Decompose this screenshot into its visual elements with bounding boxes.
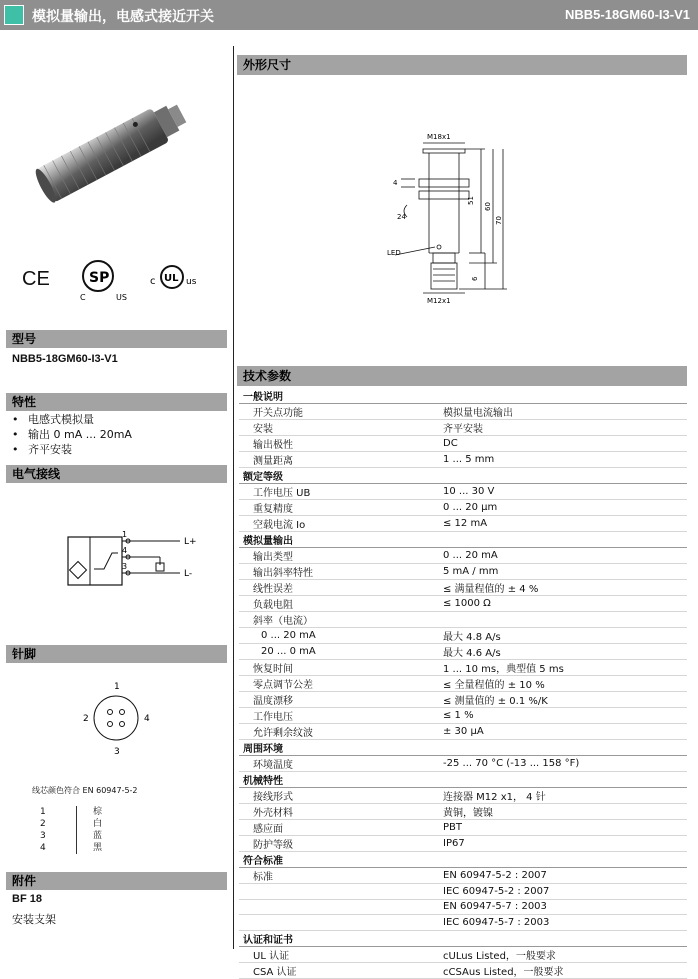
pin-color-table	[40, 806, 102, 854]
spec-group-title: 符合标准	[239, 852, 687, 868]
spec-key: 线性误差	[239, 580, 437, 596]
spec-row	[239, 962, 687, 978]
spec-value: 0 ... 20 mA	[437, 548, 687, 564]
wiring-diagram	[60, 525, 210, 595]
spec-group-title: 周围环境	[239, 740, 687, 756]
feature-item: • 输出 0 mA ... 20mA	[12, 427, 132, 442]
spec-row	[239, 692, 687, 708]
pin-color: 棕	[93, 807, 103, 817]
spec-row	[239, 836, 687, 852]
spec-key: 斜率（电流）	[239, 612, 437, 628]
features-section-header: 特性	[6, 393, 227, 411]
spec-value: IEC 60947-5-7 : 2003	[437, 915, 687, 931]
spec-row	[239, 500, 687, 516]
spec-row	[239, 644, 687, 660]
spec-value: ± 30 µA	[437, 724, 687, 740]
spec-key: 工作电压 UB	[239, 484, 437, 500]
dim-led-label: LED	[387, 249, 401, 257]
spec-row	[239, 484, 687, 500]
spec-key	[239, 915, 437, 931]
spec-value: 模拟量电流输出	[437, 404, 687, 420]
spec-key: 0 ... 20 mA	[239, 628, 437, 644]
spec-row	[239, 516, 687, 532]
spec-group-row	[239, 468, 687, 484]
spec-key: 重复精度	[239, 500, 437, 516]
spec-row	[239, 788, 687, 804]
spec-key: 输出类型	[239, 548, 437, 564]
spec-group-row	[239, 388, 687, 404]
spec-group-title: 一般说明	[239, 388, 687, 404]
pin-number: 4	[40, 843, 46, 853]
spec-row	[239, 420, 687, 436]
spec-value: EN 60947-5-7 : 2003	[437, 899, 687, 915]
spec-value: cCSAus Listed，一般要求	[437, 962, 687, 978]
spec-value: 黄铜，镀镍	[437, 804, 687, 820]
spec-key: 20 ... 0 mA	[239, 644, 437, 660]
dim-m18-label: M18x1	[427, 133, 451, 141]
spec-key: 输出极性	[239, 436, 437, 452]
lplus-label: L+	[184, 537, 197, 547]
dimensions-section-header: 外形尺寸	[237, 55, 687, 75]
dim-label: 24	[397, 213, 406, 221]
pin-label: 3	[114, 747, 120, 757]
spec-key: 允许剩余纹波	[239, 724, 437, 740]
spec-group-row	[239, 852, 687, 868]
feature-item: • 齐平安装	[12, 442, 132, 457]
spec-value: cULus Listed，一般要求	[437, 946, 687, 962]
spec-value: IP67	[437, 836, 687, 852]
pin-color: 白	[93, 819, 103, 829]
ul-mark-icon	[150, 262, 206, 292]
accessory-name: BF 18	[12, 893, 42, 905]
tech-section-header: 技术参数	[237, 366, 687, 386]
spec-key: 环境温度	[239, 756, 437, 772]
pin-label: 2	[83, 714, 89, 724]
features-list	[12, 412, 132, 457]
spec-value: ≤ 1 %	[437, 708, 687, 724]
pin-label: 4	[144, 714, 150, 724]
spec-key	[239, 899, 437, 915]
spec-value: 连接器 M12 x1， 4 针	[437, 788, 687, 804]
pin-number: 2	[40, 819, 46, 829]
spec-row	[239, 612, 687, 628]
spec-value: -25 ... 70 °C (-13 ... 158 °F)	[437, 756, 687, 772]
model-value: NBB5-18GM60-I3-V1	[12, 353, 118, 365]
ul-mark-text: UL	[164, 273, 179, 284]
spec-key: 安装	[239, 420, 437, 436]
spec-row	[239, 548, 687, 564]
spec-row	[239, 628, 687, 644]
ul-us-label: us	[186, 277, 197, 287]
spec-key: UL 认证	[239, 946, 437, 962]
spec-key: 感应面	[239, 820, 437, 836]
spec-row	[239, 676, 687, 692]
lminus-label: L-	[184, 569, 193, 579]
spec-value: 最大 4.6 A/s	[437, 644, 687, 660]
spec-row	[239, 884, 687, 900]
spec-row	[239, 915, 687, 931]
spec-value: 最大 4.8 A/s	[437, 628, 687, 644]
spec-key: 标准	[239, 868, 437, 884]
pin-number: 1	[40, 807, 46, 817]
tech-spec-table	[239, 388, 687, 979]
spec-group-row	[239, 772, 687, 788]
spec-value: 5 mA / mm	[437, 564, 687, 580]
spec-value: PBT	[437, 820, 687, 836]
product-image	[25, 75, 205, 225]
color-note: 线芯颜色符合 EN 60947-5-2	[32, 786, 138, 795]
spec-key: 外壳材料	[239, 804, 437, 820]
spec-key: 防护等级	[239, 836, 437, 852]
spec-row	[239, 708, 687, 724]
dim-label: 4	[393, 179, 398, 187]
spec-row	[239, 868, 687, 884]
pin-color: 蓝	[93, 831, 103, 841]
spec-row	[239, 724, 687, 740]
accessory-desc: 安装支架	[12, 913, 56, 926]
wire-pin-label: 4	[122, 546, 128, 555]
spec-value: ≤ 满量程值的 ± 4 %	[437, 580, 687, 596]
title-bar	[0, 0, 698, 30]
column-divider	[233, 46, 234, 949]
dimension-drawing	[385, 125, 525, 315]
spec-value: 10 ... 30 V	[437, 484, 687, 500]
spec-value: 0 ... 20 µm	[437, 500, 687, 516]
spec-value	[437, 612, 687, 628]
spec-value: EN 60947-5-2 : 2007	[437, 868, 687, 884]
dim-label: 6	[471, 276, 479, 281]
spec-row	[239, 564, 687, 580]
spec-key: 零点调节公差	[239, 676, 437, 692]
spec-row	[239, 660, 687, 676]
spec-row	[239, 452, 687, 468]
pin-label: 1	[114, 682, 120, 692]
pinout-section-header: 针脚	[6, 645, 227, 663]
spec-key	[239, 884, 437, 900]
spec-row	[239, 899, 687, 915]
csa-c-label: C	[80, 293, 86, 302]
brand-square-icon	[4, 5, 24, 25]
spec-group-title: 机械特性	[239, 772, 687, 788]
spec-group-row	[239, 532, 687, 548]
spec-key: 输出斜率特性	[239, 564, 437, 580]
spec-value: 1 ... 5 mm	[437, 452, 687, 468]
spec-key: 接线形式	[239, 788, 437, 804]
spec-value: IEC 60947-5-2 : 2007	[437, 884, 687, 900]
spec-group-row	[239, 740, 687, 756]
spec-key: 工作电压	[239, 708, 437, 724]
spec-row	[239, 404, 687, 420]
spec-group-row	[239, 930, 687, 946]
spec-value: DC	[437, 436, 687, 452]
spec-key: 空载电流 Io	[239, 516, 437, 532]
spec-value: 齐平安装	[437, 420, 687, 436]
spec-value: ≤ 1000 Ω	[437, 596, 687, 612]
model-section-header: 型号	[6, 330, 227, 348]
spec-row	[239, 820, 687, 836]
feature-item: • 电感式模拟量	[12, 412, 132, 427]
spec-value: ≤ 12 mA	[437, 516, 687, 532]
csa-mark-icon	[80, 258, 130, 304]
dim-label: 60	[484, 202, 492, 211]
spec-key: 恢复时间	[239, 660, 437, 676]
spec-key: 负载电阻	[239, 596, 437, 612]
dim-m12-label: M12x1	[427, 297, 451, 305]
pin-number: 3	[40, 831, 46, 841]
spec-row	[239, 804, 687, 820]
spec-value: ≤ 全量程值的 ± 10 %	[437, 676, 687, 692]
wiring-section-header: 电气接线	[6, 465, 227, 483]
spec-key: 开关点功能	[239, 404, 437, 420]
spec-row	[239, 580, 687, 596]
spec-group-title: 认证和证书	[239, 930, 687, 946]
spec-row	[239, 436, 687, 452]
model-code: NBB5-18GM60-I3-V1	[565, 7, 690, 22]
csa-mark-text: SP	[89, 270, 110, 286]
spec-key: 测量距离	[239, 452, 437, 468]
spec-row	[239, 756, 687, 772]
dim-label: 70	[495, 216, 503, 225]
page-title: 模拟量输出，电感式接近开关	[32, 9, 214, 25]
ce-mark: CE	[22, 268, 50, 290]
ul-c-label: c	[150, 276, 156, 287]
spec-group-title: 额定等级	[239, 468, 687, 484]
spec-value: 1 ... 10 ms，典型值 5 ms	[437, 660, 687, 676]
accessories-section-header: 附件	[6, 872, 227, 890]
spec-group-title: 模拟量输出	[239, 532, 687, 548]
spec-value: ≤ 测量值的 ± 0.1 %/K	[437, 692, 687, 708]
spec-key: CSA 认证	[239, 962, 437, 978]
spec-row	[239, 596, 687, 612]
wire-pin-label: 3	[122, 562, 128, 571]
pinout-diagram	[80, 680, 160, 760]
csa-us-label: US	[116, 293, 127, 302]
spec-key: 温度漂移	[239, 692, 437, 708]
pin-color: 黑	[93, 843, 103, 853]
dim-label: 51	[467, 196, 475, 205]
wire-pin-label: 1	[122, 530, 128, 539]
